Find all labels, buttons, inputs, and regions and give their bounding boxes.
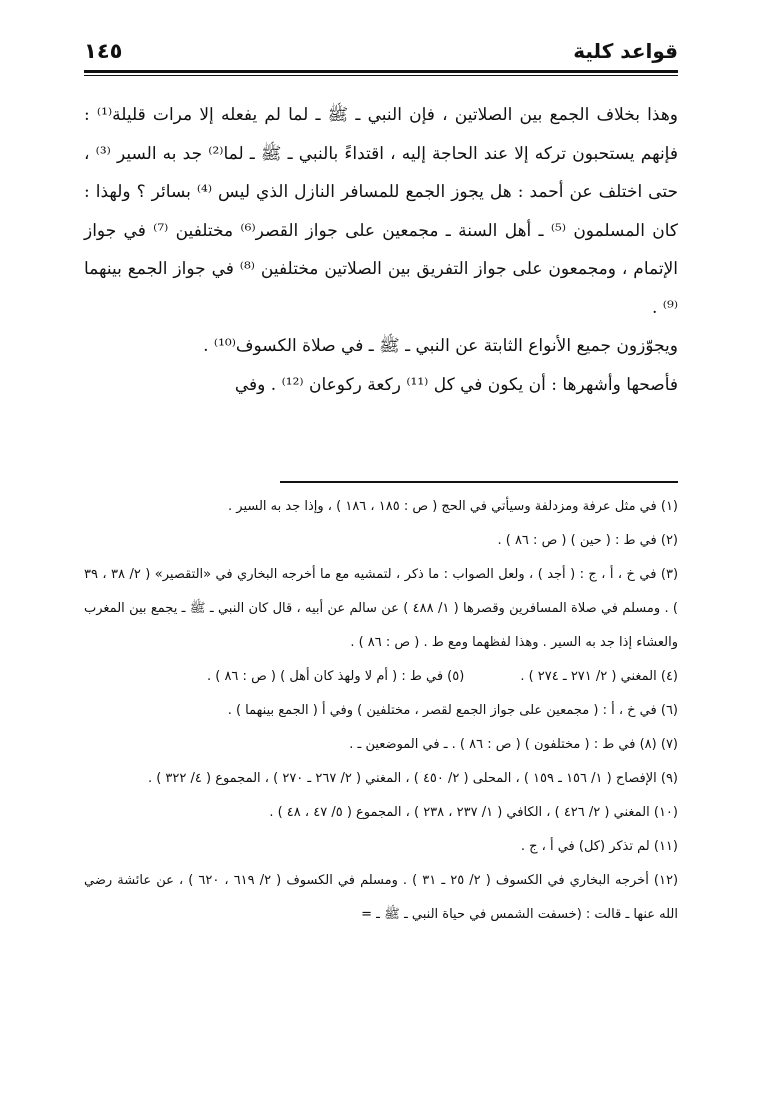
footnote-separator: [280, 481, 678, 483]
footnote-row-4-5: [84, 660, 678, 694]
header-rule-thick: [84, 70, 678, 73]
paragraph-3: فأصحها وأشهرها : أن يكون في كل ⁽¹¹⁾ ركعة ركوعان ⁽¹²⁾ . وفي: [234, 374, 678, 395]
footnote-5: (٥) في ط : ( أم لا ولهذ كان أهل ) ( ص : ٨٦ ) .: [206, 669, 465, 684]
page-header: [84, 36, 678, 66]
header-rule-thin: [84, 75, 678, 76]
running-title: قواعد كلية: [573, 39, 678, 63]
footnote-12: (١٢) أخرجه البخاري في الكسوف ( ٢/ ٢٥ ـ ٣١ ) . ومسلم في الكسوف ( ٢/ ٦١٩ ، ٦٢٠ ) ، عن عائشة رضي الله عنها ـ قالت : (خسفت الشمس في حياة النبي ـ ﷺ ـ =: [84, 873, 679, 922]
footnote-7-8: (٧) (٨) في ط : ( مختلفون ) ( ص : ٨٦ ) . ـ في الموضعين ـ .: [349, 737, 678, 752]
footnote-4: (٤) المغني ( ٢/ ٢٧١ ـ ٢٧٤ ) .: [520, 669, 678, 684]
page-number: ١٤٥: [84, 39, 123, 63]
footnote-9: (٩) الإفصاح ( ١/ ١٥٦ ـ ١٥٩ ) ، المحلى ( ٢/ ٤٥٠ ) ، المغني ( ٢/ ٢٦٧ ـ ٢٧٠ ) ، المجموع ( ٤/ ٣٢٢ ) .: [147, 771, 678, 786]
footnote-11: (١١) لم تذكر (كل) في أ ، ج .: [520, 839, 678, 854]
footnote-2: (٢) في ط : ( حين ) ( ص : ٨٦ ) .: [497, 533, 678, 548]
footnotes: [84, 490, 678, 932]
paragraph-1: وهذا بخلاف الجمع بين الصلاتين ، فإن النبي ـ ﷺ ـ لما لم يفعله إلا مرات قليلة⁽¹⁾ : فإنهم يستحبون تركه إلا عند الحاجة إليه ، اقتداءً بالنبي ـ ﷺ ـ لما⁽²⁾ جد به السير ⁽³⁾ ، حتى اختلف عن أحمد : هل يجوز الجمع للمسافر النازل الذي ليس ⁽⁴⁾ بسائر ؟ ولهذا : كان المسلمون ⁽⁵⁾ ـ أهل السنة ـ مجمعين على جواز القصر⁽⁶⁾ مختلفين ⁽⁷⁾ في جواز الإتمام ، ومجمعون على جواز التفريق بين الصلاتين مختلفين ⁽⁸⁾ في جواز الجمع بينهما ⁽⁹⁾ .: [84, 105, 678, 318]
footnote-1: (١) في مثل عرفة ومزدلفة وسيأتي في الحج ( ص : ١٨٥ ، ١٨٦ ) ، وإذا جد به السير .: [228, 499, 678, 514]
footnote-6: (٦) في خ ، أ : ( مجمعين على جواز الجمع لقصر ، مختلفين ) وفي أ ( الجمع بينهما ) .: [227, 703, 678, 718]
main-text: [84, 96, 678, 404]
footnote-10: (١٠) المغني ( ٢/ ٤٢٦ ) ، الكافي ( ١/ ٢٣٧ ، ٢٣٨ ) ، المجموع ( ٥/ ٤٧ ، ٤٨ ) .: [269, 805, 678, 820]
footnote-3: (٣) في خ ، أ ، ج : ( أجد ) ، ولعل الصواب : ما ذكر ، لتمشيه مع ما أخرجه البخاري في «التقصير» ( ٢/ ٣٨ ، ٣٩ ) . ومسلم في صلاة المسافرين وقصرها ( ١/ ٤٨٨ ) عن سالم عن أبيه ، قال كان النبي ـ ﷺ ـ يجمع بين المغرب والعشاء إذا جد به السير . وهذا لفظهما ومع ط . ( ص : ٨٦ ) .: [84, 567, 679, 650]
paragraph-2: ويجوّزون جميع الأنواع الثابتة عن النبي ـ ﷺ ـ في صلاة الكسوف⁽¹⁰⁾ .: [203, 336, 678, 356]
